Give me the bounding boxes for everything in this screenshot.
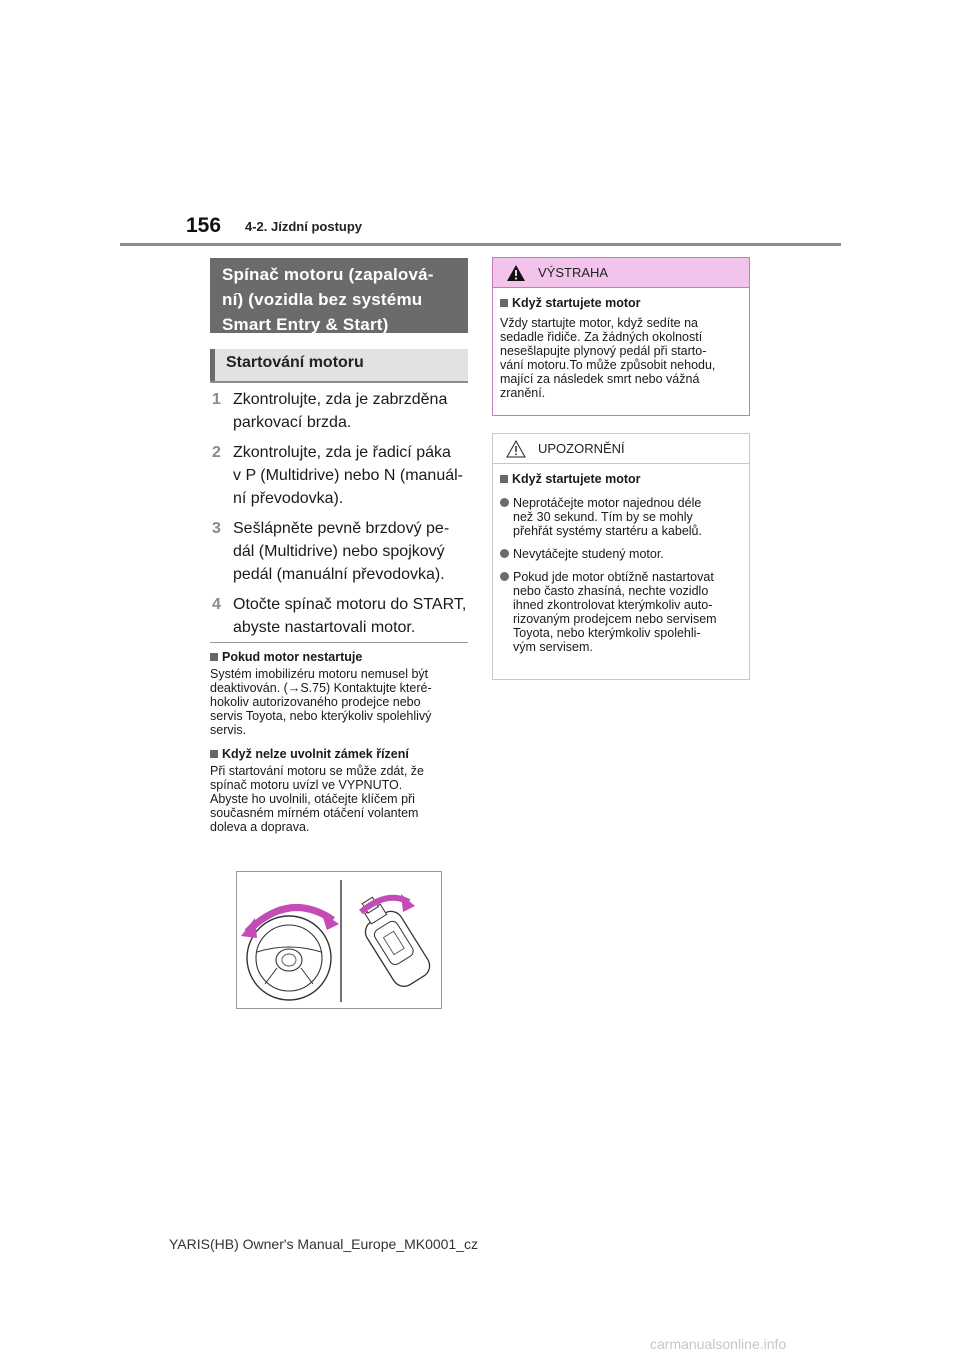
caution-line: ihned zkontrolovat kterýmkoliv auto- bbox=[513, 598, 713, 612]
step-number: 4 bbox=[212, 596, 221, 613]
section-reference: 4-2. Jízdní postupy bbox=[245, 219, 363, 234]
round-bullet-icon bbox=[500, 549, 509, 558]
section-title-line: Smart Entry & Start) bbox=[222, 315, 389, 334]
step-item bbox=[212, 441, 474, 510]
note-item bbox=[210, 649, 472, 737]
step-item bbox=[212, 593, 474, 639]
key-turn-arrow-icon bbox=[361, 894, 415, 912]
step-text-line: abyste nastartovali motor. bbox=[233, 619, 416, 636]
step-number: 2 bbox=[212, 444, 221, 461]
caution-bullet bbox=[500, 570, 742, 654]
header-rule bbox=[120, 243, 841, 246]
caution-box bbox=[492, 433, 750, 680]
note-line: spínač motoru uvízl ve VYPNUTO. bbox=[210, 778, 403, 792]
caution-bullet bbox=[500, 547, 742, 561]
caution-bullet bbox=[500, 496, 742, 538]
section-title bbox=[210, 258, 468, 333]
subheading: Startování motoru bbox=[210, 349, 468, 382]
step-text-line: parkovací brzda. bbox=[233, 414, 352, 431]
step-text-line: v P (Multidrive) nebo N (manuál- bbox=[233, 467, 464, 484]
steering-key-illustration bbox=[236, 871, 442, 1009]
step-text-line: pedál (manuální převodovka). bbox=[233, 566, 445, 583]
watermark: carmanualsonline.info bbox=[650, 1336, 787, 1352]
step-number: 3 bbox=[212, 520, 221, 537]
step-text-line: Sešlápněte pevně brzdový pe- bbox=[233, 520, 450, 537]
note-line: doleva a doprava. bbox=[210, 820, 310, 834]
round-bullet-icon bbox=[500, 498, 509, 507]
section-title-line: Spínač motoru (zapalová- bbox=[222, 265, 434, 284]
caution-line: nebo často zhasíná, nechte vozidlo bbox=[513, 584, 709, 598]
note-line: současném mírném otáčení volantem bbox=[210, 806, 419, 820]
footer-text: YARIS(HB) Owner's Manual_Europe_MK0001_cz bbox=[169, 1236, 478, 1252]
step-text-line: Otočte spínač motoru do START, bbox=[233, 596, 467, 613]
caution-line: Toyota, nebo kterýmkoliv spolehli- bbox=[513, 626, 701, 640]
note-heading: Když nelze uvolnit zámek řízení bbox=[222, 747, 409, 761]
step-text-line: Zkontrolujte, zda je řadicí páka bbox=[233, 444, 451, 461]
square-bullet-icon bbox=[210, 750, 218, 758]
car-key-icon bbox=[350, 890, 434, 991]
note-line: Při startování motoru se může zdát, že bbox=[210, 764, 424, 778]
caution-heading: Když startujete motor bbox=[512, 472, 641, 486]
caution-line: rizovaným prodejcem nebo servisem bbox=[513, 612, 717, 626]
caution-line: přehřát systémy startéru a kabelů. bbox=[513, 524, 702, 538]
warning-heading: Když startujete motor bbox=[512, 296, 641, 310]
section-title-line: ní) (vozidla bez systému bbox=[222, 290, 423, 309]
square-bullet-icon bbox=[210, 653, 218, 661]
note-item bbox=[210, 746, 472, 834]
step-text-line: ní převodovka). bbox=[233, 490, 344, 507]
caution-line: Neprotáčejte motor najednou déle bbox=[513, 496, 702, 510]
caution-title: UPOZORNĚNÍ bbox=[538, 441, 625, 456]
warning-line: Vždy startujte motor, když sedíte na bbox=[500, 316, 699, 330]
note-line: servis Toyota, nebo kterýkoliv spolehlivý bbox=[210, 709, 432, 723]
notes-divider bbox=[210, 642, 468, 643]
warning-line: zranění. bbox=[500, 386, 546, 400]
note-line: deaktivován. (→S.75) Kontaktujte které- bbox=[210, 681, 432, 695]
caution-line: vým servisem. bbox=[513, 640, 593, 654]
step-text-line: Zkontrolujte, zda je zabrzděna bbox=[233, 391, 448, 408]
note-heading: Pokud motor nestartuje bbox=[222, 650, 363, 664]
step-list bbox=[212, 388, 474, 646]
step-number: 1 bbox=[212, 391, 221, 408]
notes-list bbox=[210, 649, 472, 843]
step-item bbox=[212, 388, 474, 434]
page-footer bbox=[0, 1236, 600, 1252]
steering-key-drawing bbox=[237, 872, 441, 1008]
subheading-rule bbox=[210, 381, 468, 383]
warning-title: VÝSTRAHA bbox=[538, 265, 609, 280]
caution-header bbox=[493, 434, 749, 464]
note-line: servis. bbox=[210, 723, 247, 737]
warning-line: mající za následek smrt nebo vážná bbox=[500, 372, 700, 386]
round-bullet-icon bbox=[500, 572, 509, 581]
warning-header bbox=[493, 258, 749, 288]
step-text-line: dál (Multidrive) nebo spojkový bbox=[233, 543, 445, 560]
caution-triangle-icon bbox=[506, 440, 526, 458]
step-item bbox=[212, 517, 474, 586]
note-line: Systém imobilizéru motoru nemusel být bbox=[210, 667, 429, 681]
warning-box bbox=[492, 257, 750, 416]
warning-line: nesešlapujte plynový pedál při starto- bbox=[500, 344, 707, 358]
caution-line: Nevytáčejte studený motor. bbox=[513, 547, 664, 561]
note-line: hokoliv autorizovaného prodejce nebo bbox=[210, 695, 421, 709]
caution-line: Pokud jde motor obtížně nastartovat bbox=[513, 570, 714, 584]
square-bullet-icon bbox=[500, 299, 508, 307]
warning-triangle-icon bbox=[506, 264, 526, 282]
caution-line: než 30 sekund. Tím by se mohly bbox=[513, 510, 693, 524]
square-bullet-icon bbox=[500, 475, 508, 483]
page-number: 156 bbox=[186, 214, 222, 237]
warning-line: vání motoru.To může způsobit nehodu, bbox=[500, 358, 716, 372]
warning-line: sedadle řidiče. Za žádných okolností bbox=[500, 330, 703, 344]
note-line: Abyste ho uvolnili, otáčejte klíčem při bbox=[210, 792, 415, 806]
steering-wheel-icon bbox=[247, 916, 331, 1000]
